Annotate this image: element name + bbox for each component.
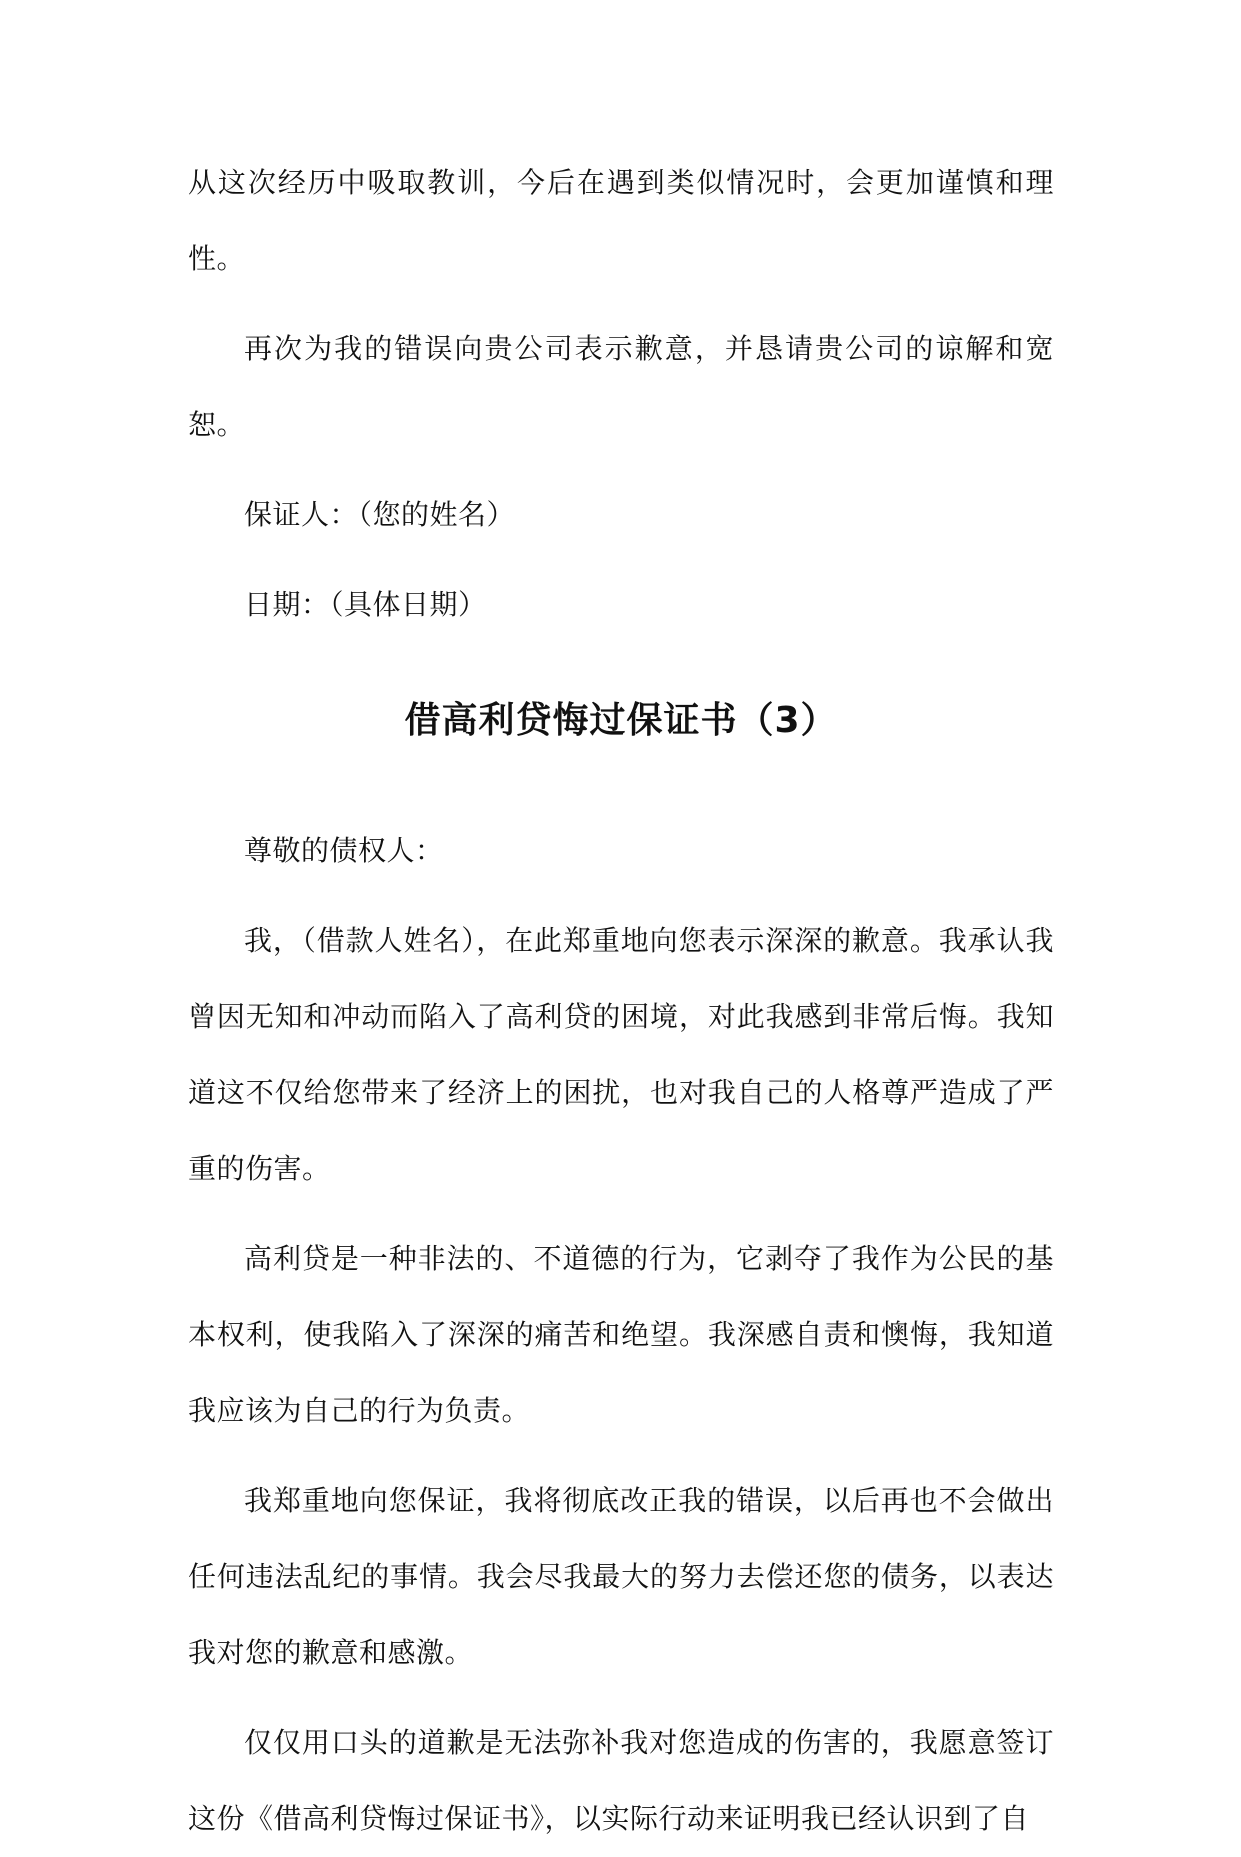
guarantor-line: 保证人：（您的姓名） xyxy=(244,498,516,531)
paragraph: 高利贷是一种非法的、不道德的行为，它剥夺了我作为公民的基本权利，使我陷入了深深的痛苦和绝望。我深感自责和懊悔，我知道我应该为自己的行为负责。 xyxy=(188,1242,1054,1427)
paragraph: 我，（借款人姓名），在此郑重地向您表示深深的歉意。我承认我曾因无知和冲动而陷入了高利贷的困境，对此我感到非常后悔。我知道这不仅给您带来了经济上的困扰，也对我自己的人格尊严造成了严重的伤害。 xyxy=(188,924,1054,1185)
date-line: 日期：（具体日期） xyxy=(244,588,487,621)
paragraph: 我郑重地向您保证，我将彻底改正我的错误，以后再也不会做出任何违法乱纪的事情。我会尽我最大的努力去偿还您的债务，以表达我对您的歉意和感激。 xyxy=(188,1484,1054,1669)
salutation: 尊敬的债权人： xyxy=(244,834,444,867)
continued-paragraph: 从这次经历中吸取教训，今后在遇到类似情况时，会更加谨慎和理性。 xyxy=(188,166,1054,275)
section-title: 借高利贷悔过保证书（3） xyxy=(404,700,838,741)
document-body xyxy=(188,145,1054,1857)
paragraph: 仅仅用口头的道歉是无法弥补我对您造成的伤害的，我愿意签订这份《借高利贷悔过保证书》，以实际行动来证明我已经认识到了自 xyxy=(188,1726,1054,1835)
apology-closing: 再次为我的错误向贵公司表示歉意，并恳请贵公司的谅解和宽恕。 xyxy=(188,332,1054,441)
